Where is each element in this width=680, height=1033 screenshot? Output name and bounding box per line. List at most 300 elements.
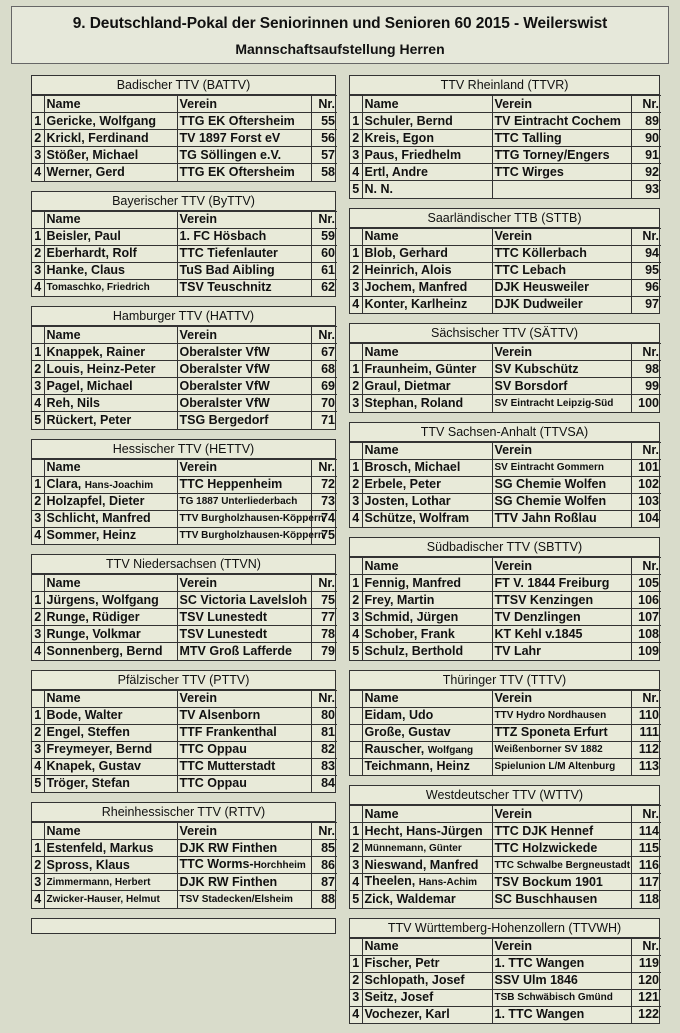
table-row	[32, 361, 337, 378]
player-name: Runge, Rüdiger	[44, 609, 177, 626]
player-name: Tröger, Stefan	[44, 775, 177, 792]
player-club: SV Eintracht Gommern	[492, 459, 631, 476]
player-number: 107	[631, 609, 661, 626]
right-column	[349, 75, 660, 1033]
header-nr: Nr.	[311, 575, 337, 592]
player-club: MTV Groß Lafferde	[177, 643, 311, 660]
row-index: 4	[32, 891, 44, 908]
header-nr: Nr.	[631, 690, 661, 707]
header-name: Name	[44, 823, 177, 840]
player-name: Münnemann, Günter	[362, 840, 492, 857]
player-number: 82	[311, 741, 337, 758]
player-name: Teichmann, Heinz	[362, 758, 492, 775]
player-club: SG Chemie Wolfen	[492, 476, 631, 493]
header-row	[32, 575, 337, 592]
player-name: Rauscher, Wolfgang	[362, 741, 492, 758]
row-index: 1	[32, 476, 44, 493]
table-row	[350, 296, 661, 313]
association-title: Sächsischer TTV (SÄTTV)	[350, 324, 659, 343]
association-title: Bayerischer TTV (ByTTV)	[32, 192, 335, 211]
header-index	[32, 823, 44, 840]
player-name: Holzapfel, Dieter	[44, 493, 177, 510]
header-index	[32, 327, 44, 344]
player-number: 98	[631, 361, 661, 378]
table-row	[350, 164, 661, 181]
association-block	[31, 191, 336, 298]
roster-table	[350, 557, 661, 660]
player-name: Josten, Lothar	[362, 493, 492, 510]
player-number: 77	[311, 609, 337, 626]
table-row	[350, 626, 661, 643]
player-firstname: Wolfgang	[427, 744, 474, 756]
row-index	[350, 707, 362, 724]
table-row	[32, 775, 337, 792]
header-index	[350, 938, 362, 955]
player-name: Große, Gustav	[362, 724, 492, 741]
player-firstname: Hans-Achim	[418, 877, 478, 888]
player-club: TSV Lunestedt	[177, 626, 311, 643]
table-row	[32, 857, 337, 874]
table-row	[32, 412, 337, 429]
player-number: 91	[631, 147, 661, 164]
table-row	[32, 228, 337, 245]
header-index	[350, 344, 362, 361]
row-index: 2	[32, 609, 44, 626]
roster-table	[32, 211, 337, 297]
table-row	[350, 1006, 661, 1023]
player-name: Erbele, Peter	[362, 476, 492, 493]
player-club: TTV Hydro Nordhausen	[492, 707, 631, 724]
association-title: Westdeutscher TTV (WTTV)	[350, 786, 659, 805]
row-index	[350, 758, 362, 775]
player-club: TTG EK Oftersheim	[177, 164, 311, 181]
table-row	[350, 707, 661, 724]
player-club: DJK RW Finthen	[177, 874, 311, 891]
header-name: Name	[44, 690, 177, 707]
header-index	[32, 690, 44, 707]
header-name: Name	[362, 938, 492, 955]
row-index: 2	[350, 130, 362, 147]
player-name: Sommer, Heinz	[44, 527, 177, 544]
player-club: TSV Teuschnitz	[177, 279, 311, 296]
player-number: 87	[311, 874, 337, 891]
row-index: 1	[32, 592, 44, 609]
player-number: 73	[311, 493, 337, 510]
table-row	[350, 510, 661, 527]
table-row	[32, 344, 337, 361]
player-number: 69	[311, 378, 337, 395]
header-nr: Nr.	[631, 228, 661, 245]
player-club: TV 1897 Forst eV	[177, 130, 311, 147]
player-name: Fennig, Manfred	[362, 575, 492, 592]
header-nr: Nr.	[311, 690, 337, 707]
association-title: Pfälzischer TTV (PTTV)	[32, 671, 335, 690]
player-club: DJK RW Finthen	[177, 840, 311, 857]
header-club: Verein	[177, 211, 311, 228]
player-name: Sonnenberg, Bernd	[44, 643, 177, 660]
table-row	[350, 741, 661, 758]
player-number: 89	[631, 113, 661, 130]
table-row	[32, 130, 337, 147]
player-club: TV Lahr	[492, 643, 631, 660]
row-index: 2	[32, 724, 44, 741]
table-row	[350, 575, 661, 592]
table-row	[350, 989, 661, 1006]
roster-table	[350, 442, 661, 528]
header-index	[350, 96, 362, 113]
row-index: 4	[350, 296, 362, 313]
header-row	[350, 558, 661, 575]
header-row	[350, 806, 661, 823]
header-row	[350, 344, 661, 361]
header-club: Verein	[492, 96, 631, 113]
player-name: Krickl, Ferdinand	[44, 130, 177, 147]
table-row	[32, 279, 337, 296]
header-name: Name	[44, 96, 177, 113]
header-row	[350, 442, 661, 459]
header-club: Verein	[177, 575, 311, 592]
header-index	[350, 442, 362, 459]
row-index: 2	[350, 972, 362, 989]
row-index: 2	[350, 592, 362, 609]
player-club: TTC Mutterstadt	[177, 758, 311, 775]
table-row	[350, 823, 661, 840]
player-club: Oberalster VfW	[177, 344, 311, 361]
player-club: TTG EK Oftersheim	[177, 113, 311, 130]
player-number: 80	[311, 707, 337, 724]
row-index: 4	[32, 527, 44, 544]
player-club: TSV Lunestedt	[177, 609, 311, 626]
table-row	[32, 758, 337, 775]
row-index: 1	[32, 840, 44, 857]
association-block	[349, 75, 660, 199]
row-index: 2	[32, 130, 44, 147]
header-club: Verein	[177, 823, 311, 840]
association-block	[31, 306, 336, 430]
player-name: Jochem, Manfred	[362, 279, 492, 296]
row-index: 5	[32, 412, 44, 429]
player-number: 101	[631, 459, 661, 476]
player-number: 108	[631, 626, 661, 643]
player-name: Gericke, Wolfgang	[44, 113, 177, 130]
player-club: TTC Oppau	[177, 741, 311, 758]
player-number: 93	[631, 181, 661, 198]
player-club: TTC Köllerbach	[492, 245, 631, 262]
header-index	[32, 575, 44, 592]
header-index	[350, 228, 362, 245]
player-name: Schulz, Berthold	[362, 643, 492, 660]
roster-table	[32, 574, 337, 660]
header-index	[32, 96, 44, 113]
association-title: Hessischer TTV (HETTV)	[32, 440, 335, 459]
row-index: 3	[32, 741, 44, 758]
player-number: 60	[311, 245, 337, 262]
player-number: 72	[311, 476, 337, 493]
row-index: 3	[32, 626, 44, 643]
player-name: Zimmermann, Herbert	[44, 874, 177, 891]
association-block	[31, 554, 336, 661]
player-club: DJK Dudweiler	[492, 296, 631, 313]
player-club: SC Buschhausen	[492, 891, 631, 908]
player-name: Jürgens, Wolfgang	[44, 592, 177, 609]
header-club: Verein	[177, 690, 311, 707]
player-club: TTV Burgholzhausen-Köppern	[177, 510, 311, 527]
table-row	[32, 592, 337, 609]
player-club: 1. TTC Wangen	[492, 955, 631, 972]
player-number: 67	[311, 344, 337, 361]
header-name: Name	[362, 442, 492, 459]
row-index: 3	[350, 147, 362, 164]
player-name: Fischer, Petr	[362, 955, 492, 972]
player-number: 95	[631, 262, 661, 279]
player-number: 78	[311, 626, 337, 643]
row-index: 3	[350, 609, 362, 626]
table-row	[350, 972, 661, 989]
player-name: Hecht, Hans-Jürgen	[362, 823, 492, 840]
table-row	[350, 245, 661, 262]
row-index: 5	[32, 775, 44, 792]
association-title: TTV Rheinland (TTVR)	[350, 76, 659, 95]
player-club: Weißenborner SV 1882	[492, 741, 631, 758]
table-row	[32, 874, 337, 891]
header-club: Verein	[492, 228, 631, 245]
player-firstname: Hans-Joachim	[84, 479, 154, 491]
player-club: SV Eintracht Leipzig-Süd	[492, 395, 631, 412]
table-row	[350, 643, 661, 660]
header-index	[350, 690, 362, 707]
table-row	[350, 955, 661, 972]
table-row	[350, 874, 661, 891]
player-name: Zwicker-Hauser, Helmut	[44, 891, 177, 908]
association-title: TTV Sachsen-Anhalt (TTVSA)	[350, 423, 659, 442]
player-club: KT Kehl v.1845	[492, 626, 631, 643]
player-name: Ertl, Andre	[362, 164, 492, 181]
row-index: 3	[32, 147, 44, 164]
row-index: 4	[32, 279, 44, 296]
player-name: N. N.	[362, 181, 492, 198]
player-number: 103	[631, 493, 661, 510]
player-name: Estenfeld, Markus	[44, 840, 177, 857]
table-row	[350, 113, 661, 130]
row-index: 5	[350, 181, 362, 198]
header-nr: Nr.	[311, 459, 337, 476]
header-name: Name	[362, 806, 492, 823]
table-row	[32, 113, 337, 130]
row-index: 3	[32, 874, 44, 891]
player-name: Louis, Heinz-Peter	[44, 361, 177, 378]
header-name: Name	[362, 690, 492, 707]
table-row	[32, 147, 337, 164]
page-subtitle: Mannschaftsaufstellung Herren	[235, 41, 445, 57]
header-nr: Nr.	[631, 442, 661, 459]
row-index: 3	[350, 989, 362, 1006]
row-index	[350, 741, 362, 758]
player-number: 68	[311, 361, 337, 378]
player-club: TTC Holzwickede	[492, 840, 631, 857]
player-number: 122	[631, 1006, 661, 1023]
table-row	[32, 493, 337, 510]
row-index: 5	[350, 891, 362, 908]
player-number: 86	[311, 857, 337, 874]
table-row	[32, 626, 337, 643]
table-row	[350, 147, 661, 164]
player-club: SC Victoria Lavelsloh	[177, 592, 311, 609]
player-number: 113	[631, 758, 661, 775]
player-number: 119	[631, 955, 661, 972]
table-row	[32, 840, 337, 857]
player-club: TTC Wirges	[492, 164, 631, 181]
player-number: 117	[631, 874, 661, 891]
player-club: TTV Jahn Roßlau	[492, 510, 631, 527]
player-club-suffix: Horchheim	[253, 860, 306, 871]
association-title: Hamburger TTV (HATTV)	[32, 307, 335, 326]
header-name: Name	[362, 228, 492, 245]
player-name: Stephan, Roland	[362, 395, 492, 412]
association-block	[349, 918, 660, 1025]
player-name: Tomaschko, Friedrich	[44, 279, 177, 296]
association-title: Südbadischer TTV (SBTTV)	[350, 538, 659, 557]
roster-table	[350, 228, 661, 314]
table-row	[350, 459, 661, 476]
row-index: 2	[32, 493, 44, 510]
roster-table	[32, 326, 337, 429]
row-index: 4	[350, 510, 362, 527]
roster-table	[350, 805, 661, 908]
table-row	[32, 741, 337, 758]
table-row	[350, 609, 661, 626]
header-name: Name	[44, 327, 177, 344]
header-row	[32, 459, 337, 476]
association-block	[349, 208, 660, 315]
association-block	[31, 802, 336, 909]
player-name: Fraunheim, Günter	[362, 361, 492, 378]
player-number: 70	[311, 395, 337, 412]
table-row	[32, 643, 337, 660]
player-number: 118	[631, 891, 661, 908]
player-club: TTC DJK Hennef	[492, 823, 631, 840]
player-name: Knappek, Rainer	[44, 344, 177, 361]
player-number: 109	[631, 643, 661, 660]
header-nr: Nr.	[631, 344, 661, 361]
player-number: 110	[631, 707, 661, 724]
row-index: 1	[350, 113, 362, 130]
player-name: Heinrich, Alois	[362, 262, 492, 279]
table-row	[350, 857, 661, 874]
player-name: Spross, Klaus	[44, 857, 177, 874]
header-club: Verein	[492, 690, 631, 707]
player-club: DJK Heusweiler	[492, 279, 631, 296]
table-row	[32, 164, 337, 181]
association-block	[349, 670, 660, 777]
row-index: 2	[32, 857, 44, 874]
player-club: FT V. 1844 Freiburg	[492, 575, 631, 592]
association-title: Rheinhessischer TTV (RTTV)	[32, 803, 335, 822]
roster-table	[350, 938, 661, 1024]
row-index: 4	[350, 626, 362, 643]
player-number: 112	[631, 741, 661, 758]
header-nr: Nr.	[631, 806, 661, 823]
row-index: 4	[32, 395, 44, 412]
player-club: TTC Tiefenlauter	[177, 245, 311, 262]
player-name: Schütze, Wolfram	[362, 510, 492, 527]
player-name: Schlicht, Manfred	[44, 510, 177, 527]
player-number: 83	[311, 758, 337, 775]
player-number: 79	[311, 643, 337, 660]
player-number: 71	[311, 412, 337, 429]
player-number: 85	[311, 840, 337, 857]
player-number: 75	[311, 527, 337, 544]
player-number: 100	[631, 395, 661, 412]
row-index: 1	[350, 823, 362, 840]
table-row	[32, 476, 337, 493]
header-nr: Nr.	[631, 938, 661, 955]
row-index: 3	[32, 262, 44, 279]
player-club: TG 1887 Unterliederbach	[177, 493, 311, 510]
player-club: TTC Schwalbe Bergneustadt	[492, 857, 631, 874]
player-name: Kreis, Egon	[362, 130, 492, 147]
header-club: Verein	[492, 558, 631, 575]
player-number: 96	[631, 279, 661, 296]
player-number: 102	[631, 476, 661, 493]
row-index: 3	[350, 279, 362, 296]
player-number: 115	[631, 840, 661, 857]
player-number: 114	[631, 823, 661, 840]
player-name: Freymeyer, Bernd	[44, 741, 177, 758]
row-index: 1	[350, 459, 362, 476]
player-number: 94	[631, 245, 661, 262]
player-club: Oberalster VfW	[177, 395, 311, 412]
player-number: 84	[311, 775, 337, 792]
player-number: 104	[631, 510, 661, 527]
page-title: 9. Deutschland-Pokal der Seniorinnen und Senioren 60 2015 - Weilerswist	[72, 15, 608, 32]
header-club: Verein	[492, 442, 631, 459]
table-row	[350, 378, 661, 395]
table-row	[32, 262, 337, 279]
player-name: Konter, Karlheinz	[362, 296, 492, 313]
table-row	[350, 476, 661, 493]
table-row	[32, 378, 337, 395]
header-name: Name	[362, 558, 492, 575]
table-row	[32, 510, 337, 527]
table-row	[32, 609, 337, 626]
player-number: 88	[311, 891, 337, 908]
row-index: 2	[350, 378, 362, 395]
player-club: TTC Oppau	[177, 775, 311, 792]
page-header	[11, 6, 669, 64]
row-index: 3	[32, 510, 44, 527]
row-index: 4	[350, 164, 362, 181]
row-index: 3	[350, 857, 362, 874]
association-title: Badischer TTV (BATTV)	[32, 76, 335, 95]
row-index: 4	[350, 874, 362, 891]
player-club: SG Chemie Wolfen	[492, 493, 631, 510]
association-block	[349, 785, 660, 909]
player-club: TTZ Sponeta Erfurt	[492, 724, 631, 741]
player-name: Vochezer, Karl	[362, 1006, 492, 1023]
player-name: Frey, Martin	[362, 592, 492, 609]
player-number: 61	[311, 262, 337, 279]
player-number: 81	[311, 724, 337, 741]
player-name: Eberhardt, Rolf	[44, 245, 177, 262]
row-index: 3	[32, 378, 44, 395]
player-number: 75	[311, 592, 337, 609]
table-row	[32, 527, 337, 544]
header-club: Verein	[177, 459, 311, 476]
association-block	[31, 670, 336, 794]
association-title: Saarländischer TTB (STTB)	[350, 209, 659, 228]
association-title: TTV Württemberg-Hohenzollern (TTVWH)	[350, 919, 659, 938]
player-name: Schlopath, Josef	[362, 972, 492, 989]
